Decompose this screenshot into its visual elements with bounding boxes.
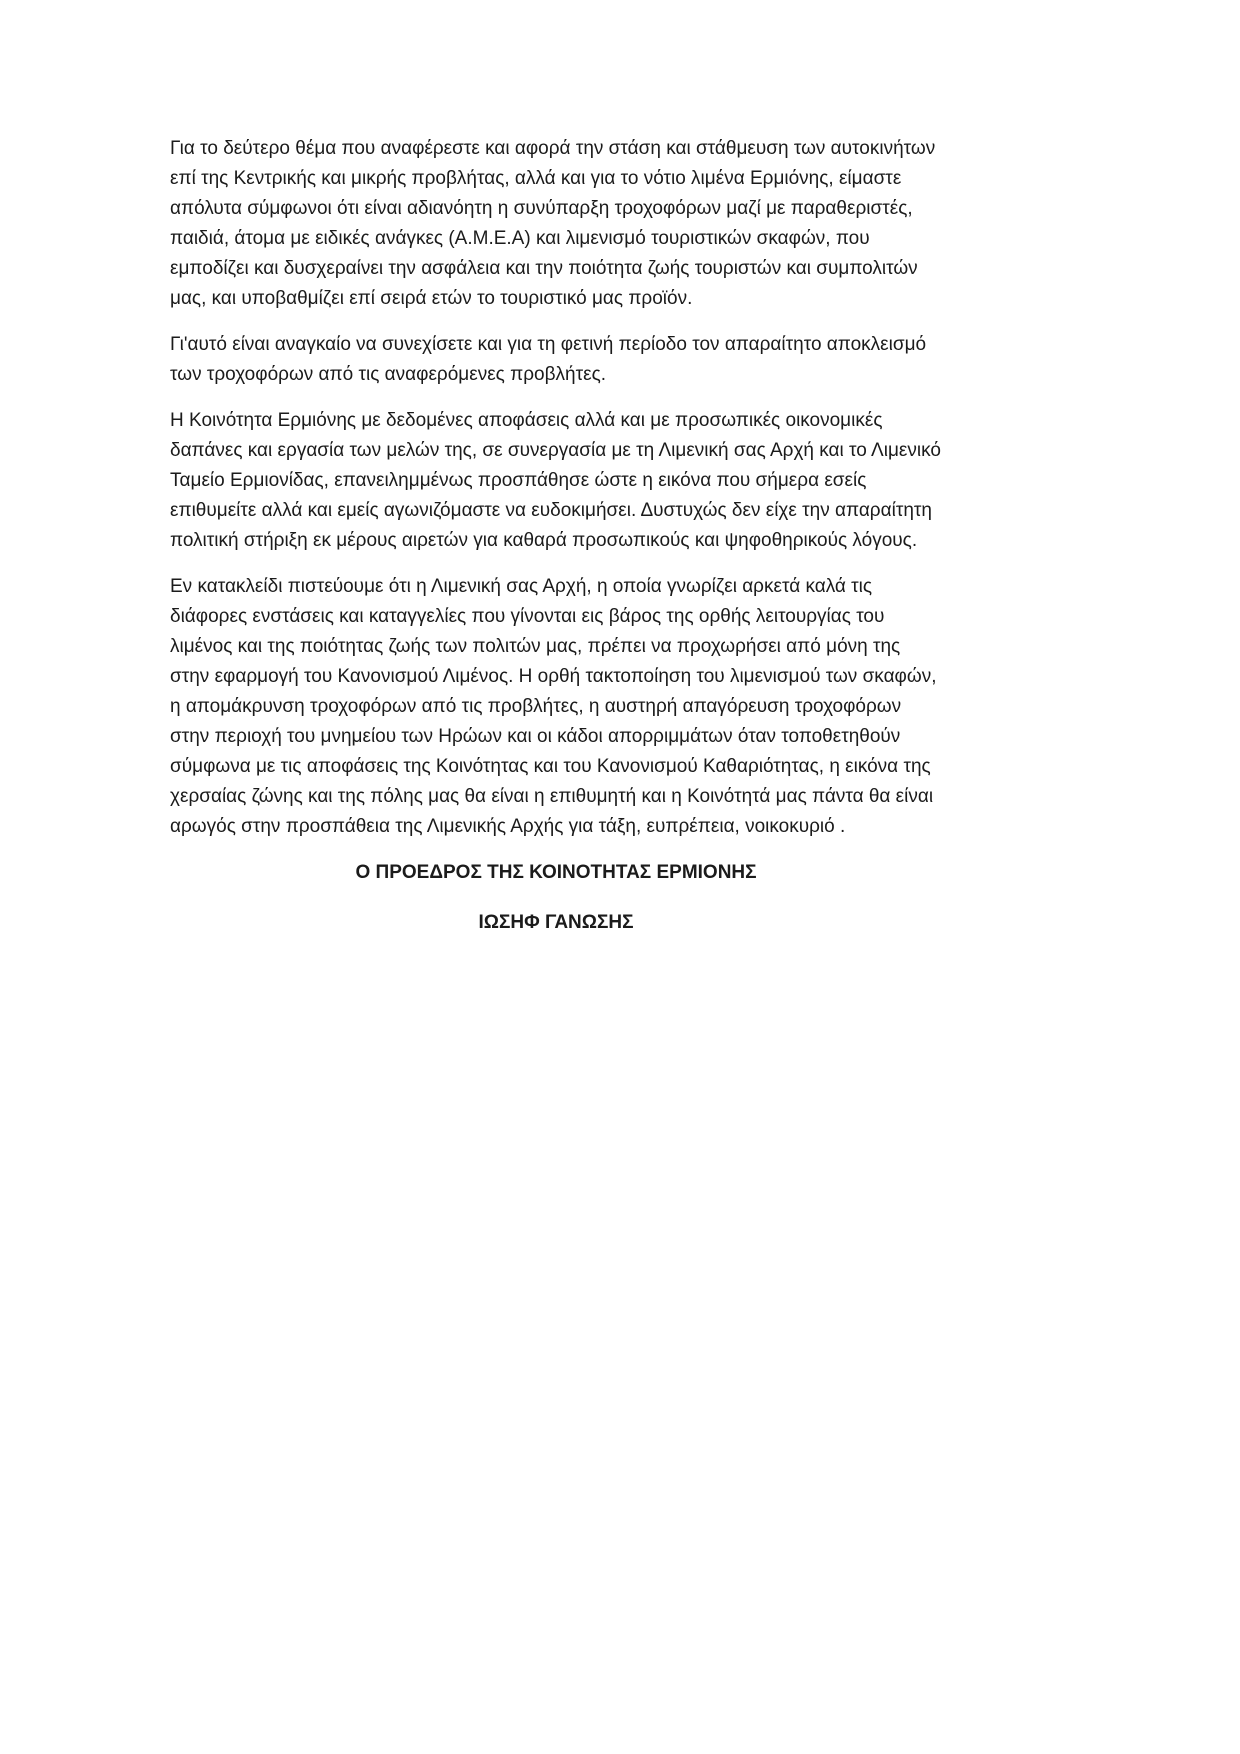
paragraph-2: Γι'αυτό είναι αναγκαίο να συνεχίσετε και για τη φετινή περίοδο τον απαραίτητο αποκλεισμό των τροχοφόρων από τις αναφερόμενες προβλήτες.: [170, 334, 927, 385]
document-body: [170, 134, 942, 958]
paragraph-3: Η Κοινότητα Ερμιόνης με δεδομένες αποφάσεις αλλά και με προσωπικές οικονομικές δαπάνες και εργασία των μελών της, σε συνεργασία με τη Λιμενική σας Αρχή και το Λιμενικό Ταμείο Ερμιονίδας, επανειλημμένως προσπάθησε ώστε η εικόνα που σήμερα εσείς επιθυμείτε αλλά και εμείς αγωνιζόμαστε να ευδοκιμήσει. Δυστυχώς δεν είχε την απαραίτητη πολιτική στήριξη εκ μέρους αιρετών για καθαρά προσωπικούς και ψηφοθηρικούς λόγους.: [170, 410, 941, 551]
signature-title: Ο ΠΡΟΕΔΡΟΣ ΤΗΣ ΚΟΙΝΟΤΗΤΑΣ ΕΡΜΙΟΝΗΣ: [355, 862, 757, 883]
signature-name: ΙΩΣΗΦ ΓΑΝΩΣΗΣ: [478, 912, 634, 933]
paragraph-1: Για το δεύτερο θέμα που αναφέρεστε και αφορά την στάση και στάθμευση των αυτοκινήτων επί της Κεντρικής και μικρής προβλήτας, αλλά και για το νότιο λιμένα Ερμιόνης, είμαστε απόλυτα σύμφωνοι ότι είναι αδιανόητη η συνύπαρξη τροχοφόρων μαζί με παραθεριστές, παιδιά, άτομα με ειδικές ανάγκες (Α.Μ.Ε.Α) και λιμενισμό τουριστικών σκαφών, που εμποδίζει και δυσχεραίνει την ασφάλεια και την ποιότητα ζωής τουριστών και συμπολιτών μας, και υποβαθμίζει επί σειρά ετών το τουριστικό μας προϊόν.: [170, 138, 936, 309]
paragraph-4: Εν κατακλείδι πιστεύουμε ότι η Λιμενική σας Αρχή, η οποία γνωρίζει αρκετά καλά τις διάφορες ενστάσεις και καταγγελίες που γίνονται εις βάρος της ορθής λειτουργίας του λιμένος και της ποιότητας ζωής των πολιτών μας, πρέπει να προχωρήσει από μόνη της στην εφαρμογή του Κανονισμού Λιμένος. Η ορθή τακτοποίηση του λιμενισμού των σκαφών, η απομάκρυνση τροχοφόρων από τις προβλήτες, η αυστηρή απαγόρευση τροχοφόρων στην περιοχή του μνημείου των Ηρώων και οι κάδοι απορριμμάτων όταν τοποθετηθούν σύμφωνα με τις αποφάσεις της Κοινότητας και του Κανονισμού Καθαριότητας, η εικόνα της χερσαίας ζώνης και της πόλης μας θα είναι η επιθυμητή και η Κοινότητά μας πάντα θα είναι αρωγός στην προσπάθεια της Λιμενικής Αρχής για τάξη, ευπρέπεια, νοικοκυριό .: [170, 576, 937, 837]
